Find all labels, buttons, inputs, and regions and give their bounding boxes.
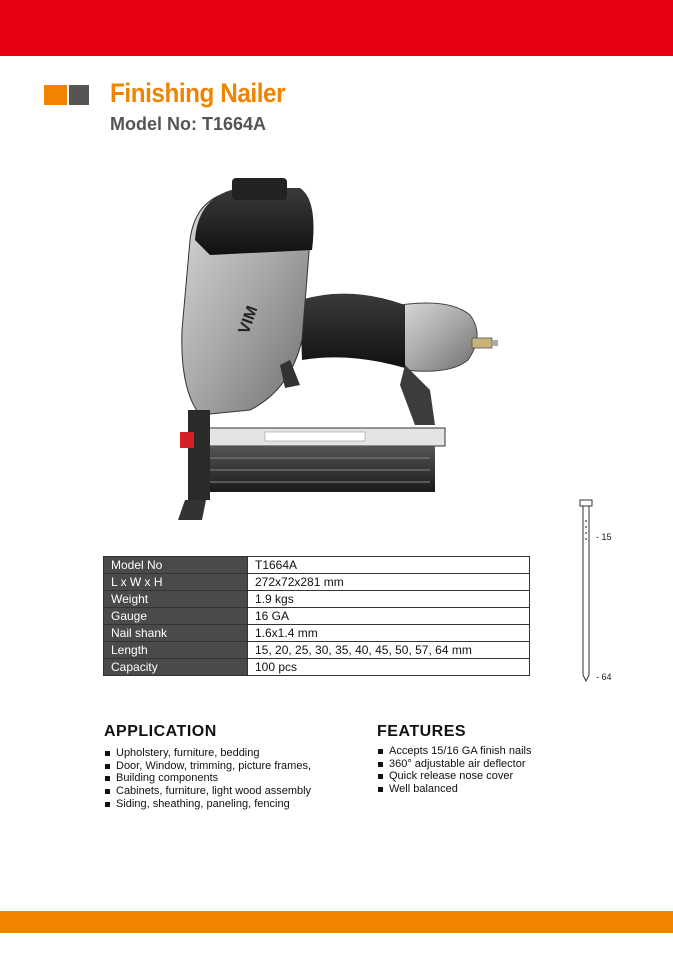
nailer-product-image	[150, 170, 510, 535]
table-row	[104, 591, 530, 608]
nail-icon	[576, 497, 636, 687]
list-item: Well balanced	[377, 783, 531, 796]
spec-label: Weight	[104, 591, 248, 608]
top-banner	[0, 0, 673, 56]
spec-label: Nail shank	[104, 625, 248, 642]
spec-value: 16 GA	[248, 608, 530, 625]
spec-value: 1.9 kgs	[248, 591, 530, 608]
list-item: Quick release nose cover	[377, 770, 531, 783]
nail-length-short: - 15	[596, 532, 612, 542]
table-row	[104, 659, 530, 676]
table-row	[104, 574, 530, 591]
spec-label: Length	[104, 642, 248, 659]
list-item: Cabinets, furniture, light wood assembly	[104, 785, 311, 798]
gray-square	[69, 85, 89, 105]
spec-label: L x W x H	[104, 574, 248, 591]
spec-value: 100 pcs	[248, 659, 530, 676]
features-heading: FEATURES	[377, 723, 467, 740]
spec-value: 1.6x1.4 mm	[248, 625, 530, 642]
features-list	[377, 745, 531, 796]
spec-label: Gauge	[104, 608, 248, 625]
application-list	[104, 747, 311, 811]
table-row	[104, 625, 530, 642]
list-item: 360° adjustable air deflector	[377, 758, 531, 771]
model-number: Model No: T1664A	[110, 114, 267, 134]
bottom-banner	[0, 911, 673, 933]
list-item: Upholstery, furniture, bedding	[104, 747, 311, 760]
spec-label: Capacity	[104, 659, 248, 676]
svg-text:VIM: VIM	[235, 303, 262, 337]
spec-table	[103, 556, 530, 676]
table-row	[104, 557, 530, 574]
table-row	[104, 642, 530, 659]
nail-length-long: - 64	[596, 672, 612, 682]
nail-size-diagram	[576, 497, 636, 687]
list-item: Building components	[104, 772, 311, 785]
table-row	[104, 608, 530, 625]
application-heading: APPLICATION	[104, 723, 217, 740]
spec-value: 272x72x281 mm	[248, 574, 530, 591]
page-title: Finishing Nailer	[110, 78, 286, 108]
spec-value: 15, 20, 25, 30, 35, 40, 45, 50, 57, 64 mm	[248, 642, 530, 659]
list-item: Siding, sheathing, paneling, fencing	[104, 798, 311, 811]
list-item: Accepts 15/16 GA finish nails	[377, 745, 531, 758]
orange-square	[44, 85, 67, 105]
list-item: Door, Window, trimming, picture frames,	[104, 760, 311, 773]
spec-label: Model No	[104, 557, 248, 574]
spec-value: T1664A	[248, 557, 530, 574]
